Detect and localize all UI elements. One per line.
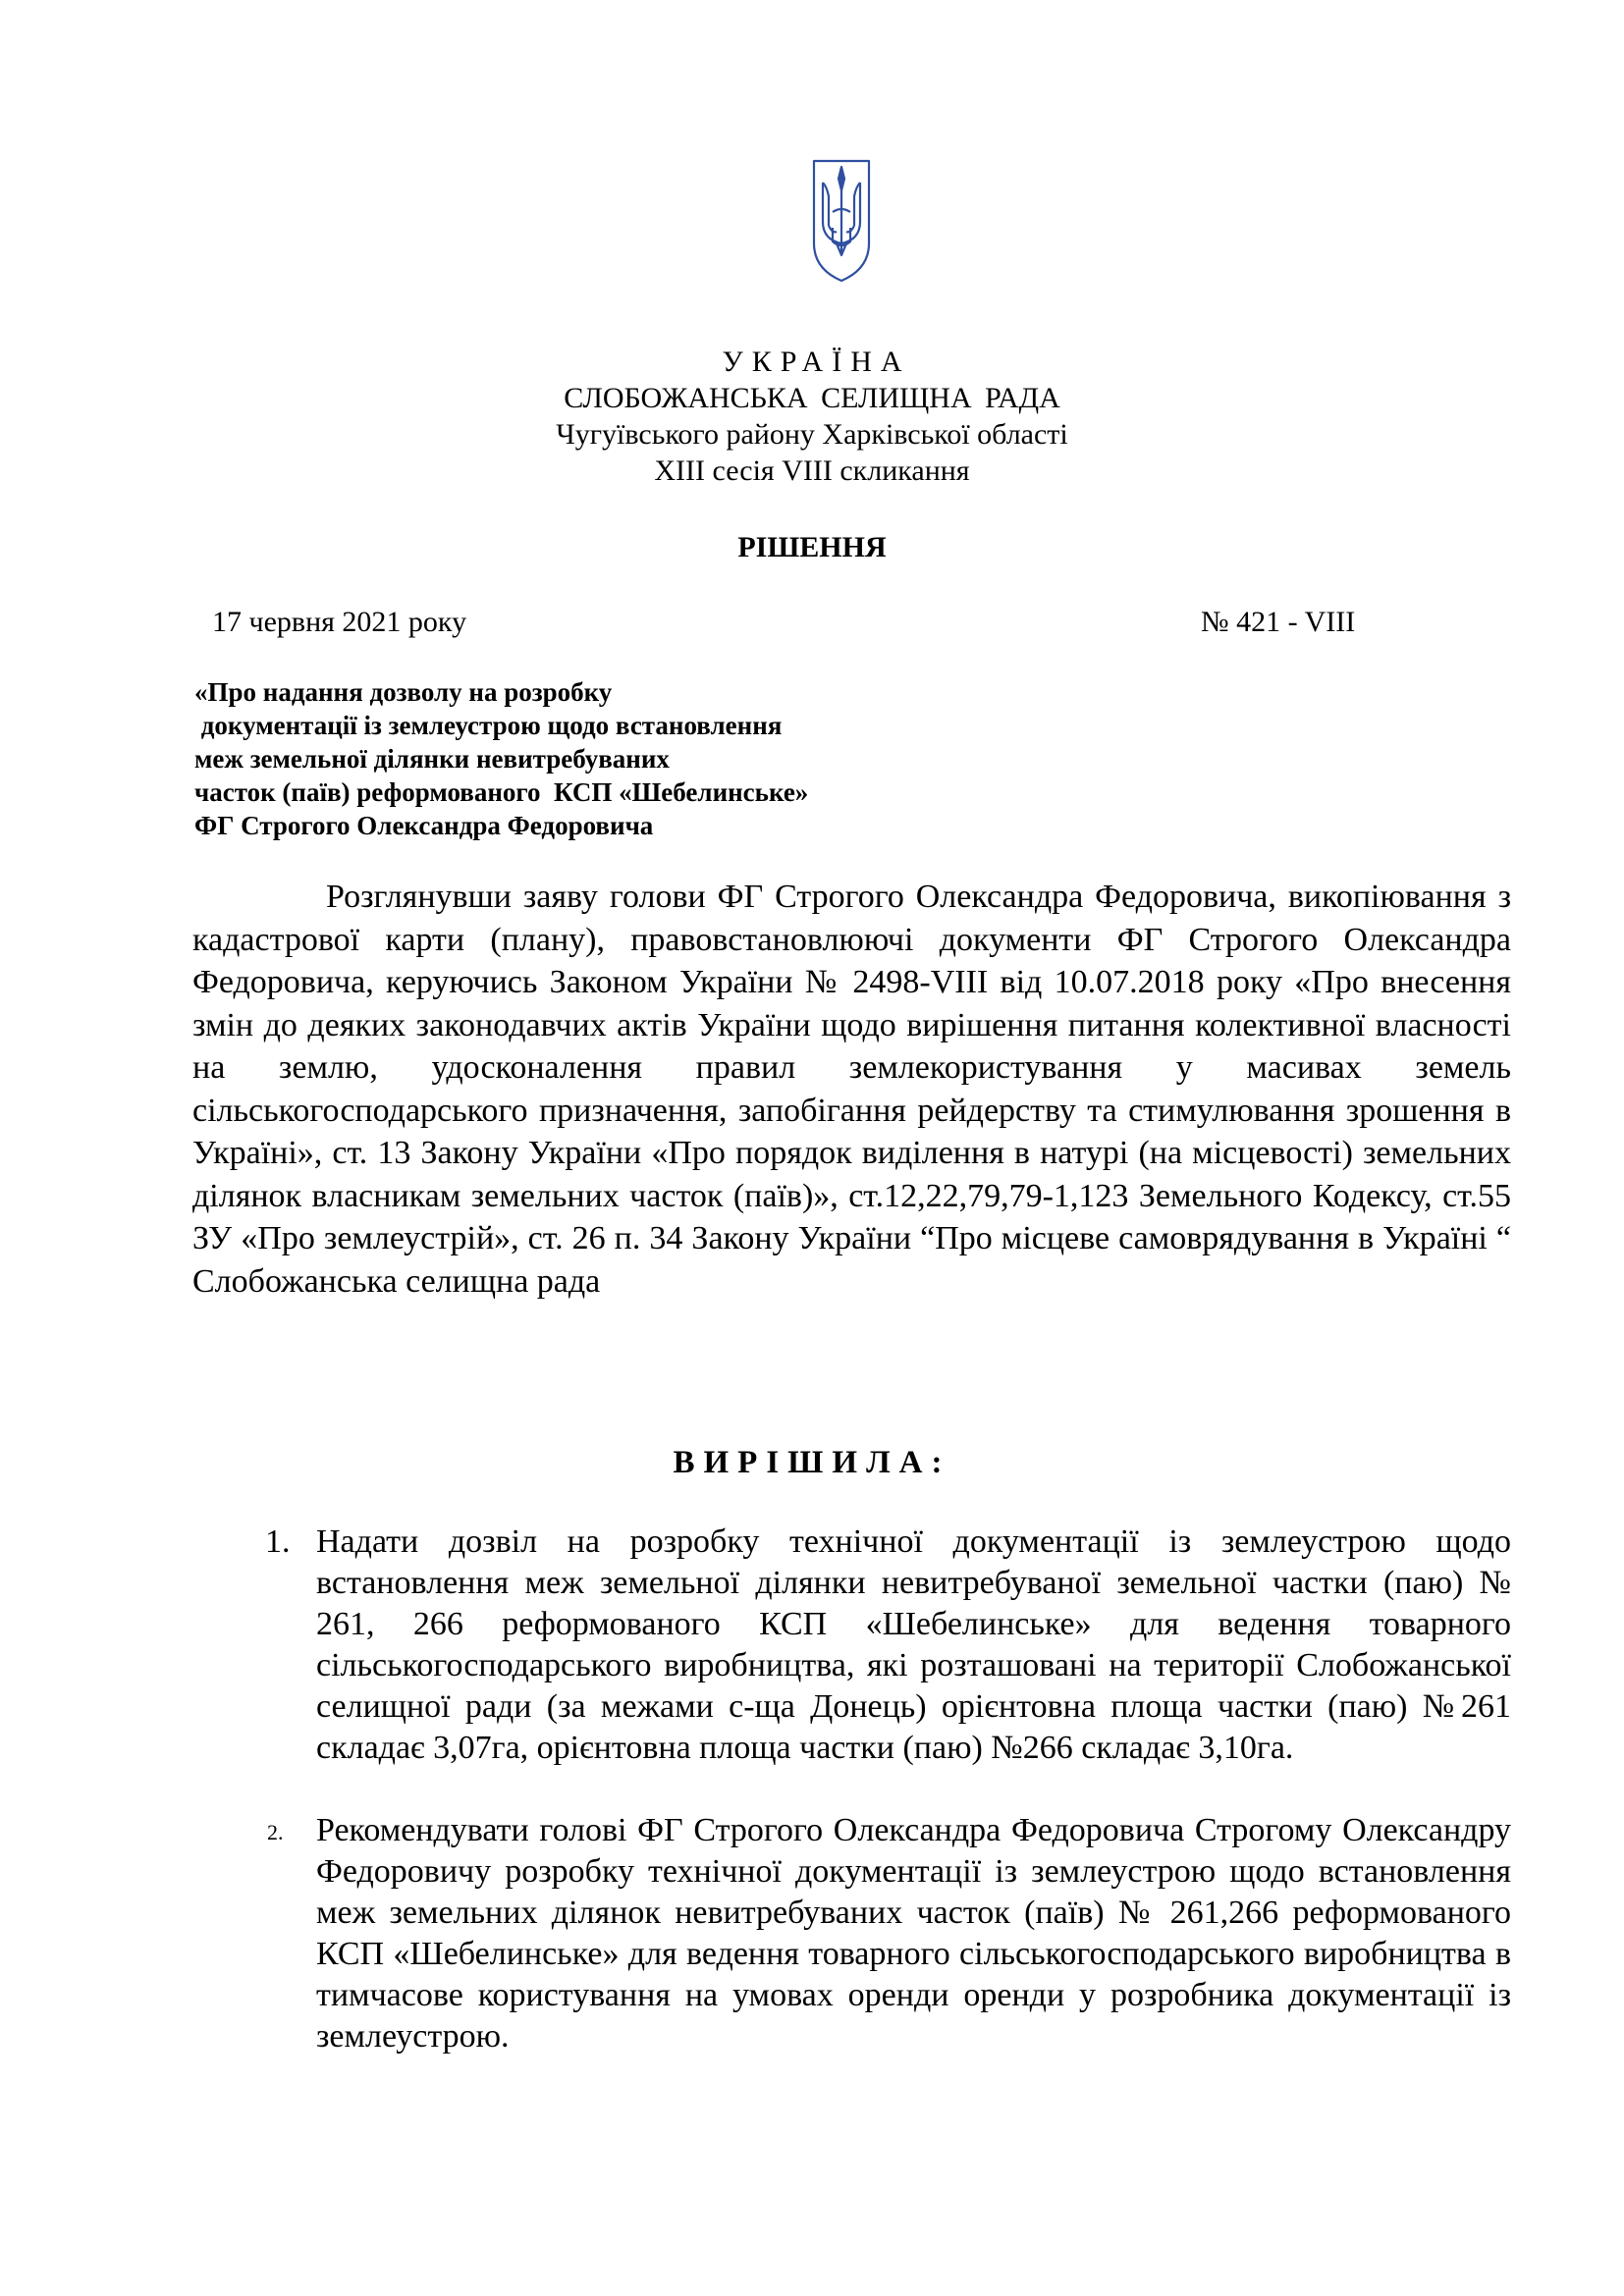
- subject-line: меж земельної ділянки невитребуваних: [194, 744, 670, 774]
- coat-of-arms-icon: [811, 153, 872, 283]
- subject-line: «Про надання дозволу на розробку: [194, 677, 613, 707]
- subject-line: документації із землеустрою щодо встановлення: [194, 711, 783, 740]
- header-country: УКРАЇНА: [722, 346, 911, 378]
- document-type-title: РІШЕННЯ: [737, 531, 887, 563]
- header-council: СЛОБОЖАНСЬКА СЕЛИЩНА РАДА: [564, 382, 1060, 414]
- decision-number: № 421 - VIII: [1201, 606, 1356, 638]
- subject-line: ФГ Строгого Олександра Федоровича: [194, 811, 654, 840]
- item-text: Рекомендувати голові ФГ Строгого Олександра Федоровича Строгому Олександру Федоровичу розробку технічної документації із землеустрою щодо встановлення меж земельних ділянок невитребуваних часток (паїв) № 261,266 реформованого КСП «Шебелинське» для ведення товарного сільськогосподарського виробництва в тимчасове користування на умовах оренди оренди у розробника документації із землеустрою.: [316, 1812, 1511, 2055]
- item-number: 1.: [265, 1523, 291, 1560]
- decision-subject: [194, 675, 1000, 842]
- subject-line: часток (паїв) реформованого КСП «Шебелинське»: [194, 777, 809, 807]
- header-district: Чугуївського району Харківської області: [556, 418, 1068, 451]
- decision-item-2: [267, 1810, 1511, 2057]
- preamble-paragraph: Розглянувши заяву голови ФГ Строгого Олександра Федоровича, викопіювання з кадастрової карти (плану), правовстановлюючі документи ФГ Строгого Олександра Федоровича, керуючись Законом України № 2498-VIII від 10.07.2018 року «Про внесення змін до деяких законодавчих актів України щодо вирішення питання колективної власності на землю, удосконалення правил землекористування у масивах земель сільськогосподарського призначення, запобігання рейдерству та стимулювання зрошення в Україні», ст. 13 Закону України «Про порядок виділення в натурі (на місцевості) земельних ділянок власникам земельних часток (паїв)», ст.12,22,79,79-1,123 Земельного Кодексу, ст.55 ЗУ «Про землеустрій», ст. 26 п. 34 Закону України “Про місцеве самоврядування в Україні “ Слобожанська селищна рада: [192, 879, 1511, 1300]
- resolved-heading: ВИРІШИЛА:: [673, 1445, 951, 1480]
- decision-date: 17 червня 2021 року: [212, 606, 467, 638]
- decision-item-1: [265, 1522, 1511, 1769]
- item-text: Надати дозвіл на розробку технічної документації із землеустрою щодо встановлення меж земельної ділянки невитребуваної земельної частки (паю) № 261, 266 реформованого КСП «Шебелинське» для ведення товарного сільськогосподарського виробництва, які розташовані на території Слобожанської селищної ради (за межами с-ща Донець) орієнтовна площа частки (паю) №261 складає 3,07га, орієнтовна площа частки (паю) №266 складає 3,10га.: [316, 1523, 1511, 1766]
- item-number: 2.: [267, 1820, 284, 1844]
- header-session: XIII сесія VIII скликання: [654, 454, 970, 487]
